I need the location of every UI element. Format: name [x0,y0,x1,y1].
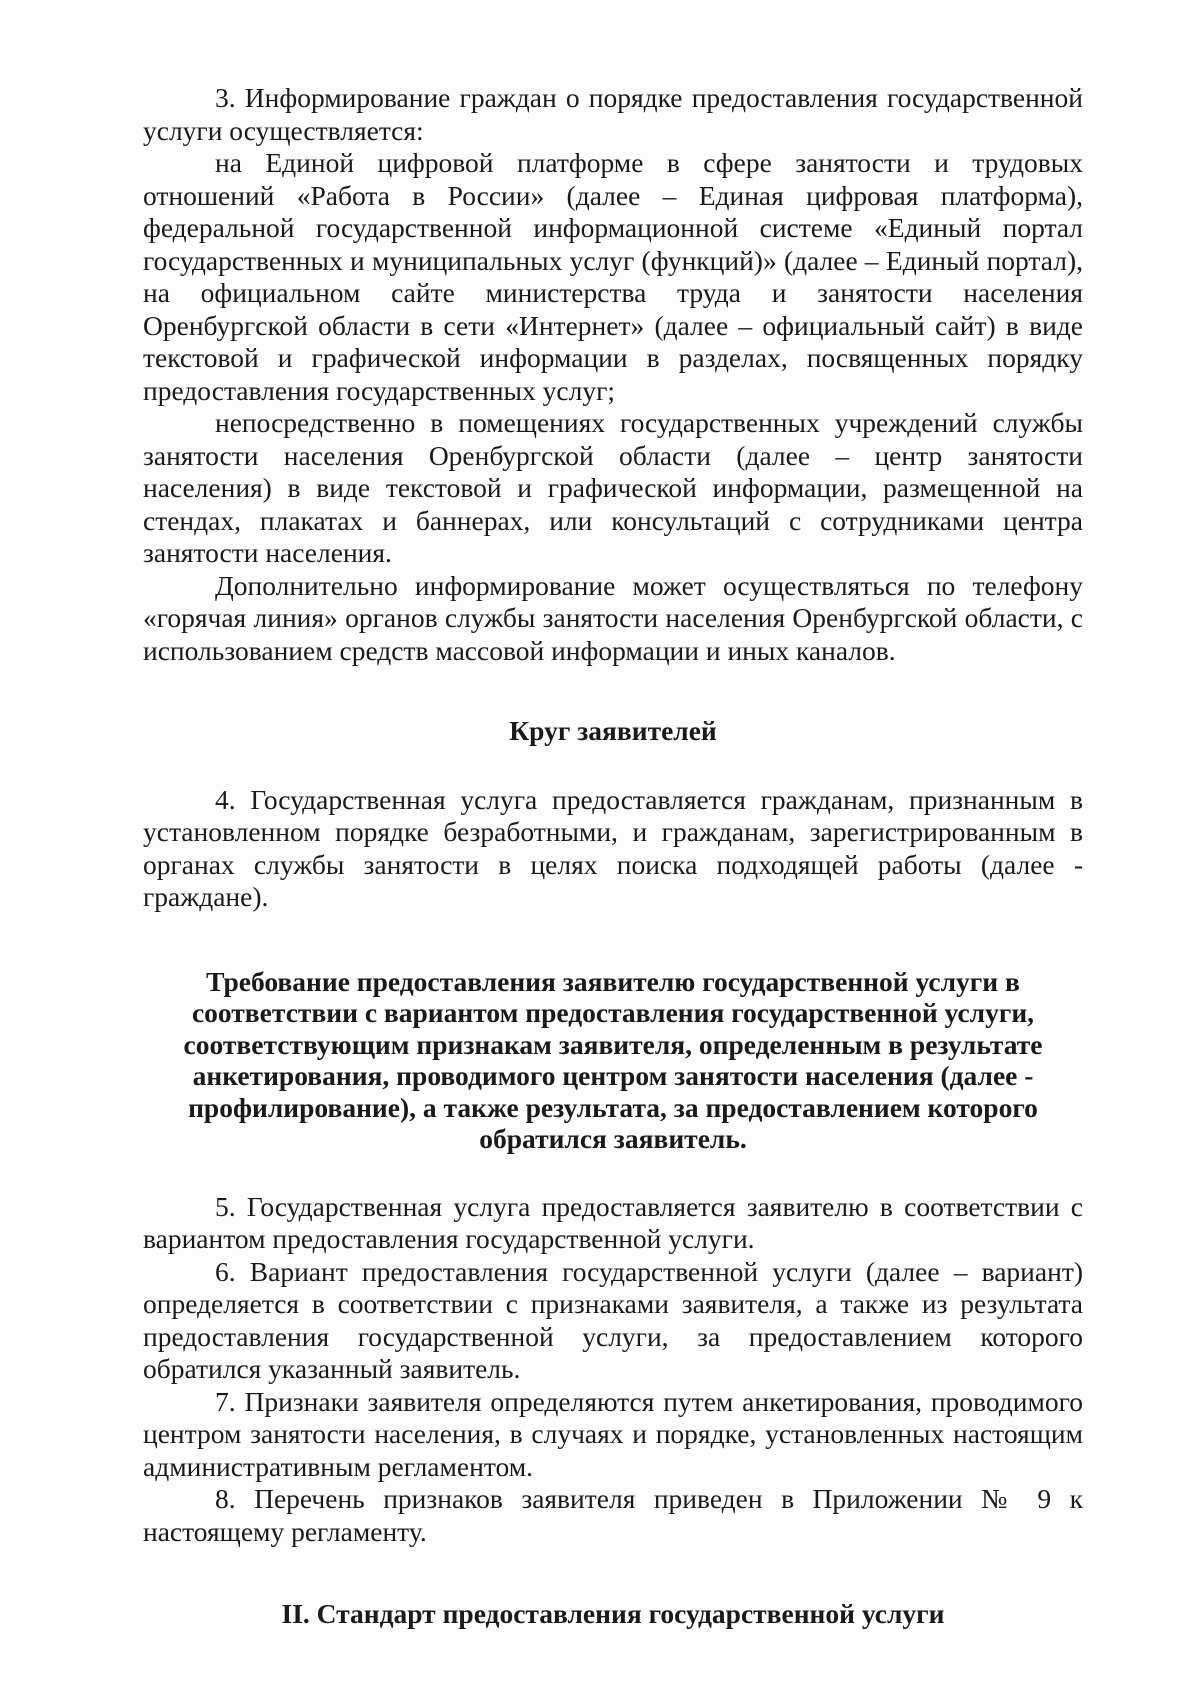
paragraph-3-intro: 3. Информирование граждан о порядке предоставления государственной услуги осуществляется: [143,82,1083,146]
paragraph-3-premises: непосредственно в помещениях государственных учреждений службы занятости населения Оренбургской области (далее – центр занятости населения) в виде текстовой и графической информации, размещенной на стендах, плакатах и баннерах, или консультаций с сотрудниками центра занятости населения. [143,407,1083,568]
heading-applicants: Круг заявителей [509,715,717,746]
paragraph-3-digital-platform: на Единой цифровой платформе в сфере занятости и трудовых отношений «Работа в России» (далее – Единая цифровая платформа), федеральной государственной информационной системе «Единый портал государственных и муниципальных услуг (функций)» (далее – Единый портал), на официальном сайте министерства труда и занятости населения Оренбургской области в сети «Интернет» (далее – официальный сайт) в виде текстовой и графической информации в разделах, посвященных порядку предоставления государственных услуг; [143,147,1083,406]
paragraph-7: 7. Признаки заявителя определяются путем анкетирования, проводимого центром занятости населения, в случаях и порядке, установленных настоящим административным регламентом. [143,1385,1083,1482]
paragraph-8: 8. Перечень признаков заявителя приведен в Приложении № 9 к настоящему регламенту. [143,1483,1083,1547]
paragraph-6: 6. Вариант предоставления государственной услуги (далее – вариант) определяется в соответствии с признаками заявителя, а также из результата предоставления государственной услуги, за предоставлением которого обратился указанный заявитель. [143,1255,1083,1384]
paragraph-4: 4. Государственная услуга предоставляется гражданам, признанным в установленном порядке безработными, и гражданам, зарегистрированным в органах службы занятости в целях поиска подходящей работы (далее - граждане). [143,783,1083,912]
document-body [143,82,1083,1631]
paragraph-3-additional: Дополнительно информирование может осуществляться по телефону «горячая линия» органов службы занятости населения Оренбургской области, с использованием средств массовой информации и иных каналов. [143,569,1083,666]
heading-section-2-standard: II. Стандарт предоставления государственной услуги [281,1598,945,1629]
paragraph-5: 5. Государственная услуга предоставляется заявителю в соответствии с вариантом предоставления государственной услуги. [143,1190,1083,1254]
heading-requirement: Требование предоставления заявителю государственной услуги в соответствии с вариантом предоставления государственной услуги, соответствующим признакам заявителя, определенным в результате анкетирования, проводимого центром занятости населения (далее - профилирование), а также результата, за предоставлением которого обратился заявитель. [183,965,1043,1154]
